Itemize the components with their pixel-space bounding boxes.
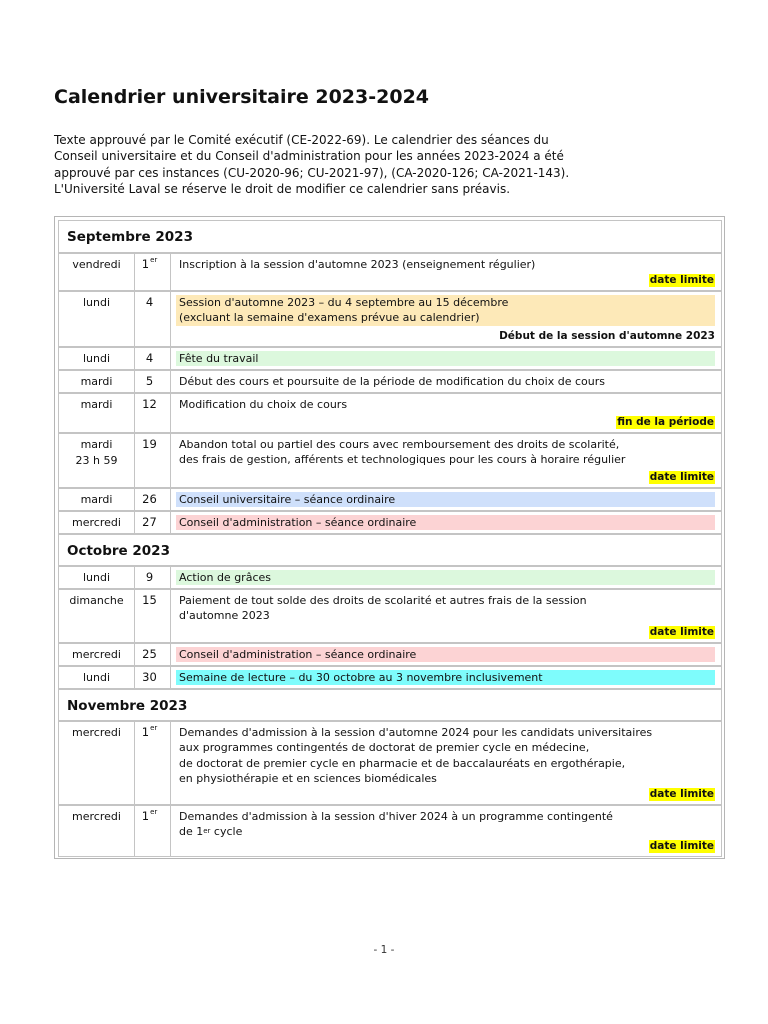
day-cell: vendredi	[59, 254, 135, 290]
month-header: Novembre 2023	[58, 689, 722, 721]
table-row	[58, 291, 722, 347]
date-cell: 26	[135, 489, 171, 510]
date-cell: 4	[135, 348, 171, 369]
table-row	[58, 253, 722, 291]
reading-week-event: Semaine de lecture – du 30 octobre au 3 novembre inclusivement	[176, 670, 715, 685]
date-cell: 5	[135, 371, 171, 392]
table-row	[58, 393, 722, 433]
table-row	[58, 721, 722, 805]
table-row	[58, 666, 722, 689]
deadline-badge: date limite	[649, 788, 714, 800]
date-cell: 15	[135, 590, 171, 642]
highlighted-event: Session d'automne 2023 – du 4 septembre au 15 décembre (excluant la semaine d'examens prévue au calendrier)	[176, 295, 715, 326]
description-cell	[171, 348, 721, 369]
session-start-note: Début de la session d'automne 2023	[499, 330, 715, 342]
council-meeting-event: Conseil universitaire – séance ordinaire	[176, 492, 715, 507]
table-row	[58, 433, 722, 488]
date-cell: 25	[135, 644, 171, 665]
table-row	[58, 511, 722, 534]
description-cell: Modification du choix de cours fin de la période	[179, 398, 714, 428]
page-title: Calendrier universitaire 2023-2024	[54, 86, 430, 108]
description-cell: Demandes d'admission à la session d'hiver 2024 à un programme contingenté de 1er cycle date limite	[179, 810, 714, 852]
day-cell: mardi	[59, 394, 135, 432]
description-cell: Paiement de tout solde des droits de scolarité et autres frais de la session d'automne 2023 date limite	[179, 594, 714, 638]
table-row	[58, 589, 722, 643]
day-cell: lundi	[59, 667, 135, 688]
table-row	[58, 488, 722, 511]
deadline-badge: date limite	[649, 840, 714, 852]
day-cell: lundi	[59, 292, 135, 346]
date-cell: 30	[135, 667, 171, 688]
day-cell: mardi	[59, 489, 135, 510]
table-row	[58, 370, 722, 393]
description-cell	[171, 667, 721, 688]
date-cell: 1er	[135, 806, 171, 856]
description-cell	[171, 567, 721, 588]
table-row	[58, 566, 722, 589]
deadline-badge: date limite	[649, 471, 714, 483]
date-cell: 9	[135, 567, 171, 588]
board-meeting-event: Conseil d'administration – séance ordinaire	[176, 515, 715, 530]
description-cell	[171, 292, 721, 346]
description-cell	[171, 512, 721, 533]
holiday-event: Action de grâces	[176, 570, 715, 585]
board-meeting-event: Conseil d'administration – séance ordinaire	[176, 647, 715, 662]
month-header: Octobre 2023	[58, 534, 722, 566]
page-number: - 1 -	[373, 944, 395, 956]
date-cell: 27	[135, 512, 171, 533]
day-cell: mercredi	[59, 806, 135, 856]
description-cell	[171, 644, 721, 665]
description-cell: Début des cours et poursuite de la période de modification du choix de cours	[179, 375, 605, 388]
intro-paragraph: Texte approuvé par le Comité exécutif (CE-2022-69). Le calendrier des séances du Conseil universitaire et du Conseil d'administration pour les années 2023-2024 a été approuvé par ces instances (CU-2020-96; CU-2021-97), (CA-2020-126; CA-2021-143). L'Université Laval se réserve le droit de modifier ce calendrier sans préavis.	[54, 133, 570, 196]
description-cell: Demandes d'admission à la session d'automne 2024 pour les candidats universitaires aux programmes contingentés de doctorat de premier cycle en médecine, de doctorat de premier cycle en pharmacie et de baccalauréats en ergothérapie, en physiothérapie et en sciences biomédicales date limite	[179, 726, 714, 800]
description-cell: Abandon total ou partiel des cours avec remboursement des droits de scolarité, des frais de gestion, afférents et technologiques pour les cours à horaire régulier date limite	[179, 438, 714, 483]
date-cell: 1er	[135, 254, 171, 290]
date-cell: 1er	[135, 722, 171, 804]
day-cell: mercredi	[59, 512, 135, 533]
date-cell: 12	[135, 394, 171, 432]
deadline-badge: date limite	[649, 274, 714, 286]
holiday-event: Fête du travail	[176, 351, 715, 366]
period-end-badge: fin de la période	[617, 416, 714, 428]
day-cell: lundi	[59, 567, 135, 588]
day-cell: mardi 23 h 59	[59, 434, 135, 487]
date-cell: 19	[135, 434, 171, 487]
day-cell: mardi	[59, 371, 135, 392]
date-cell: 4	[135, 292, 171, 346]
description-cell: Inscription à la session d'automne 2023 (enseignement régulier) date limite	[179, 258, 714, 286]
calendar-table	[54, 216, 725, 859]
table-row	[58, 805, 722, 857]
table-row	[58, 347, 722, 370]
month-header: Septembre 2023	[58, 220, 722, 253]
table-row	[58, 643, 722, 666]
day-cell: mercredi	[59, 644, 135, 665]
day-cell: mercredi	[59, 722, 135, 804]
description-cell	[171, 489, 721, 510]
day-cell: lundi	[59, 348, 135, 369]
deadline-badge: date limite	[649, 626, 714, 638]
day-cell: dimanche	[59, 590, 135, 642]
